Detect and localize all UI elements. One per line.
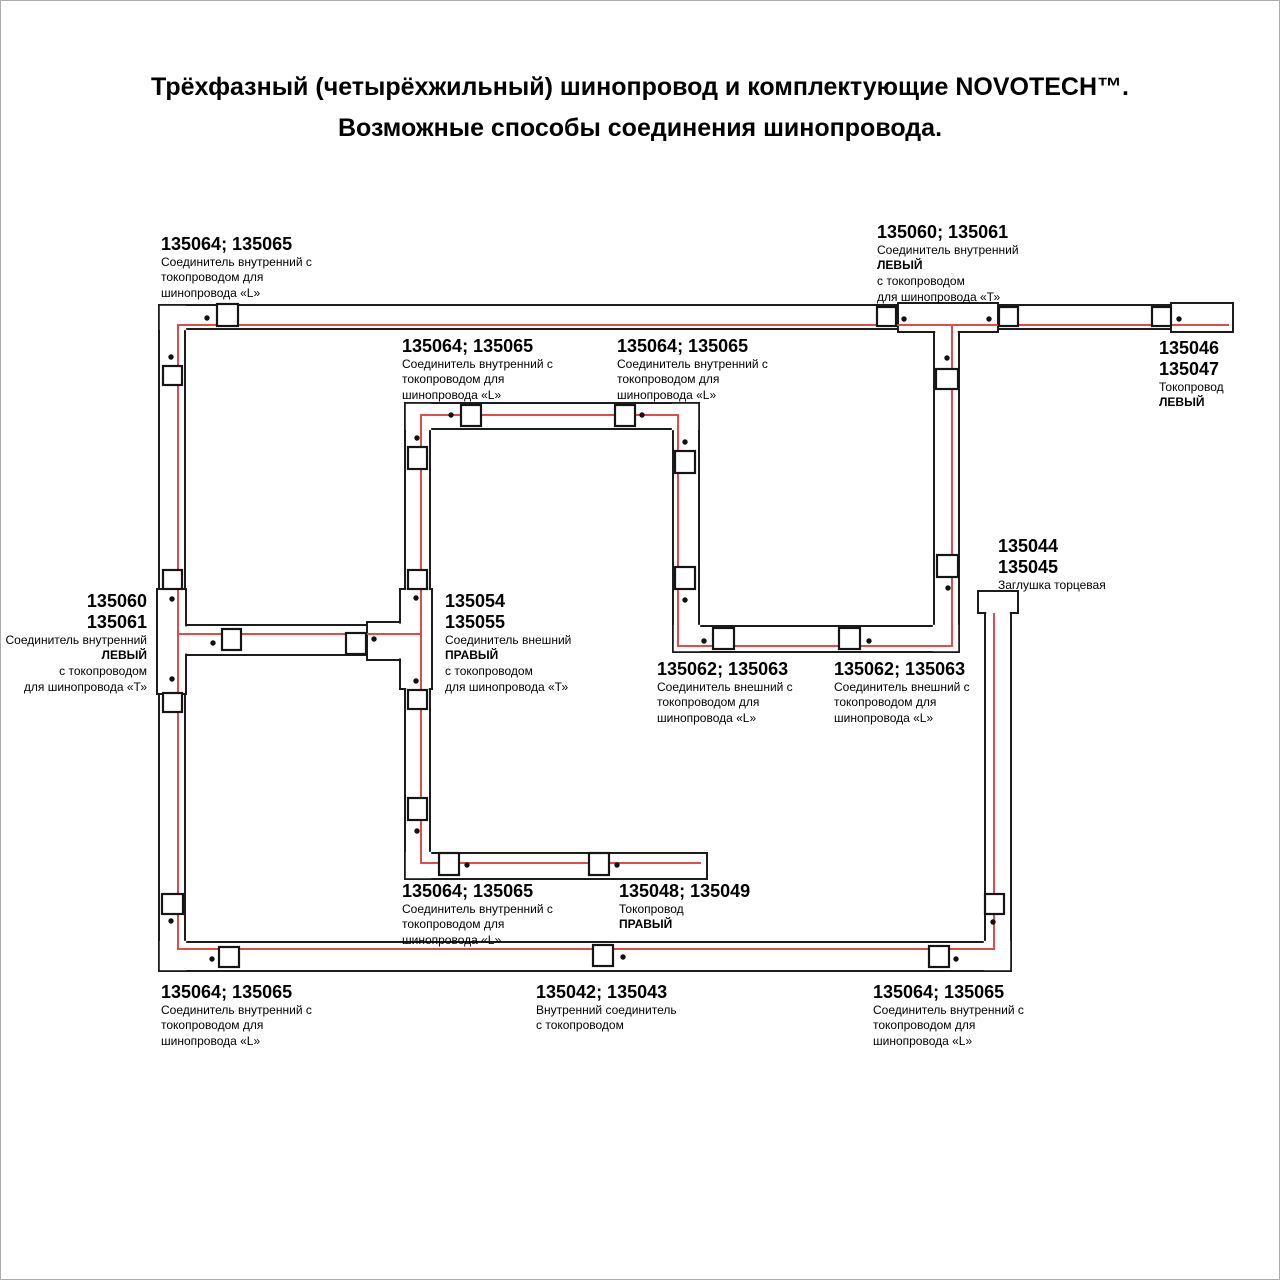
junction-dot bbox=[168, 918, 173, 923]
part-label-135064-135065-mid-left: 135064; 135065 Соединитель внутренний с токопроводом для шинопровода «L» bbox=[402, 336, 553, 403]
connector-box bbox=[408, 447, 427, 469]
connector-box bbox=[163, 570, 182, 589]
junction-dot bbox=[990, 919, 995, 924]
junction-dot bbox=[169, 676, 174, 681]
junction-dot bbox=[866, 638, 871, 643]
connector-box bbox=[439, 853, 459, 875]
part-label-135060-135061-left-tee: 135060 135061 Соединитель внутренний ЛЕВЫЙ с токопроводом для шинопровода «Т» bbox=[5, 591, 147, 694]
junction-dot bbox=[210, 640, 215, 645]
connector-box bbox=[985, 894, 1004, 914]
junction-dot bbox=[413, 595, 418, 600]
connector-box bbox=[163, 693, 182, 712]
track-segment bbox=[159, 942, 1011, 971]
connector-box bbox=[589, 853, 609, 875]
part-label-135062-135063-right: 135062; 135063 Соединитель внешний с токопроводом для шинопровода «L» bbox=[834, 659, 970, 726]
connector-box bbox=[675, 567, 695, 589]
connector-box bbox=[839, 628, 860, 649]
junction-dot bbox=[953, 956, 958, 961]
connector-box bbox=[219, 947, 239, 967]
junction-dot bbox=[682, 439, 687, 444]
junction-dot bbox=[620, 954, 625, 959]
junction-dot bbox=[169, 596, 174, 601]
junction-dot bbox=[901, 316, 906, 321]
part-label-135064-135065-mid-right: 135064; 135065 Соединитель внутренний с токопроводом для шинопровода «L» bbox=[617, 336, 768, 403]
connector-box bbox=[877, 307, 896, 326]
t-connector-piece bbox=[400, 589, 432, 689]
connector-box bbox=[408, 690, 427, 709]
connector-box bbox=[675, 451, 695, 473]
junction-dot bbox=[639, 412, 644, 417]
junction-dot bbox=[448, 412, 453, 417]
connector-box bbox=[929, 946, 949, 967]
connector-box bbox=[163, 366, 182, 385]
junction-dot bbox=[168, 354, 173, 359]
junction-dot bbox=[209, 956, 214, 961]
connector-box bbox=[937, 555, 958, 577]
part-label-135044-135045-end-cap: 135044 135045 Заглушка торцевая bbox=[998, 536, 1106, 592]
connector-box bbox=[615, 405, 635, 426]
track-segment bbox=[985, 613, 1011, 971]
connector-box bbox=[162, 894, 183, 914]
part-label-135046-135047-feed-left: 135046 135047 Токопровод ЛЕВЫЙ bbox=[1159, 338, 1224, 410]
part-label-135064-135065-bottom-left: 135064; 135065 Соединитель внутренний с токопроводом для шинопровода «L» bbox=[161, 982, 312, 1049]
junction-dot bbox=[986, 316, 991, 321]
connector-box bbox=[713, 628, 734, 649]
title-line-2: Возможные способы соединения шинопровода. bbox=[337, 113, 943, 142]
part-label-135064-135065-bottom-right: 135064; 135065 Соединитель внутренний с токопроводом для шинопровода «L» bbox=[873, 982, 1024, 1049]
part-label-135062-135063-left: 135062; 135063 Соединитель внешний с токопроводом для шинопровода «L» bbox=[657, 659, 793, 726]
junction-dot bbox=[614, 862, 619, 867]
connector-box bbox=[1152, 307, 1171, 326]
connector-box bbox=[346, 633, 366, 654]
connector-box bbox=[217, 304, 238, 326]
connector-box bbox=[936, 369, 958, 389]
part-label-135054-135055-center-tee: 135054 135055 Соединитель внешний ПРАВЫЙ с токопроводом для шинопровода «Т» bbox=[445, 591, 572, 694]
part-label-135064-135065-bottom-mid: 135064; 135065 Соединитель внутренний с токопроводом для шинопровода «L» bbox=[402, 881, 553, 948]
t-connector-piece bbox=[898, 303, 998, 332]
junction-dot bbox=[414, 435, 419, 440]
junction-dot bbox=[204, 315, 209, 320]
junction-dot bbox=[464, 862, 469, 867]
part-label-135048-135049-feed-right: 135048; 135049 Токопровод ПРАВЫЙ bbox=[619, 881, 751, 932]
junction-dot bbox=[414, 828, 419, 833]
junction-dot bbox=[945, 585, 950, 590]
junction-dot bbox=[701, 638, 706, 643]
junction-dot bbox=[413, 678, 418, 683]
connector-box bbox=[408, 570, 427, 589]
part-label-135042-135043-bottom-center: 135042; 135043 Внутренний соединитель с токопроводом bbox=[536, 982, 677, 1033]
connector-box bbox=[461, 405, 481, 426]
connector-box bbox=[593, 945, 613, 966]
connector-box bbox=[222, 629, 241, 650]
connector-box bbox=[408, 798, 427, 820]
part-label-135060-135061-top: 135060; 135061 Соединитель внутренний ЛЕВЫЙ с токопроводом для шинопровода «Т» bbox=[877, 222, 1019, 304]
end-cap bbox=[978, 591, 1018, 613]
junction-dot bbox=[944, 355, 949, 360]
part-label-135064-135065-top-left: 135064; 135065 Соединитель внутренний с токопроводом для шинопровода «L» bbox=[161, 234, 312, 301]
junction-dot bbox=[682, 597, 687, 602]
title-line-1: Трёхфазный (четырёхжильный) шинопровод и комплектующие NOVOTECH™. bbox=[151, 73, 1129, 101]
junction-dot bbox=[1176, 316, 1181, 321]
junction-dot bbox=[371, 636, 376, 641]
track-layout-diagram bbox=[1, 1, 1280, 1280]
connector-box bbox=[999, 307, 1018, 326]
